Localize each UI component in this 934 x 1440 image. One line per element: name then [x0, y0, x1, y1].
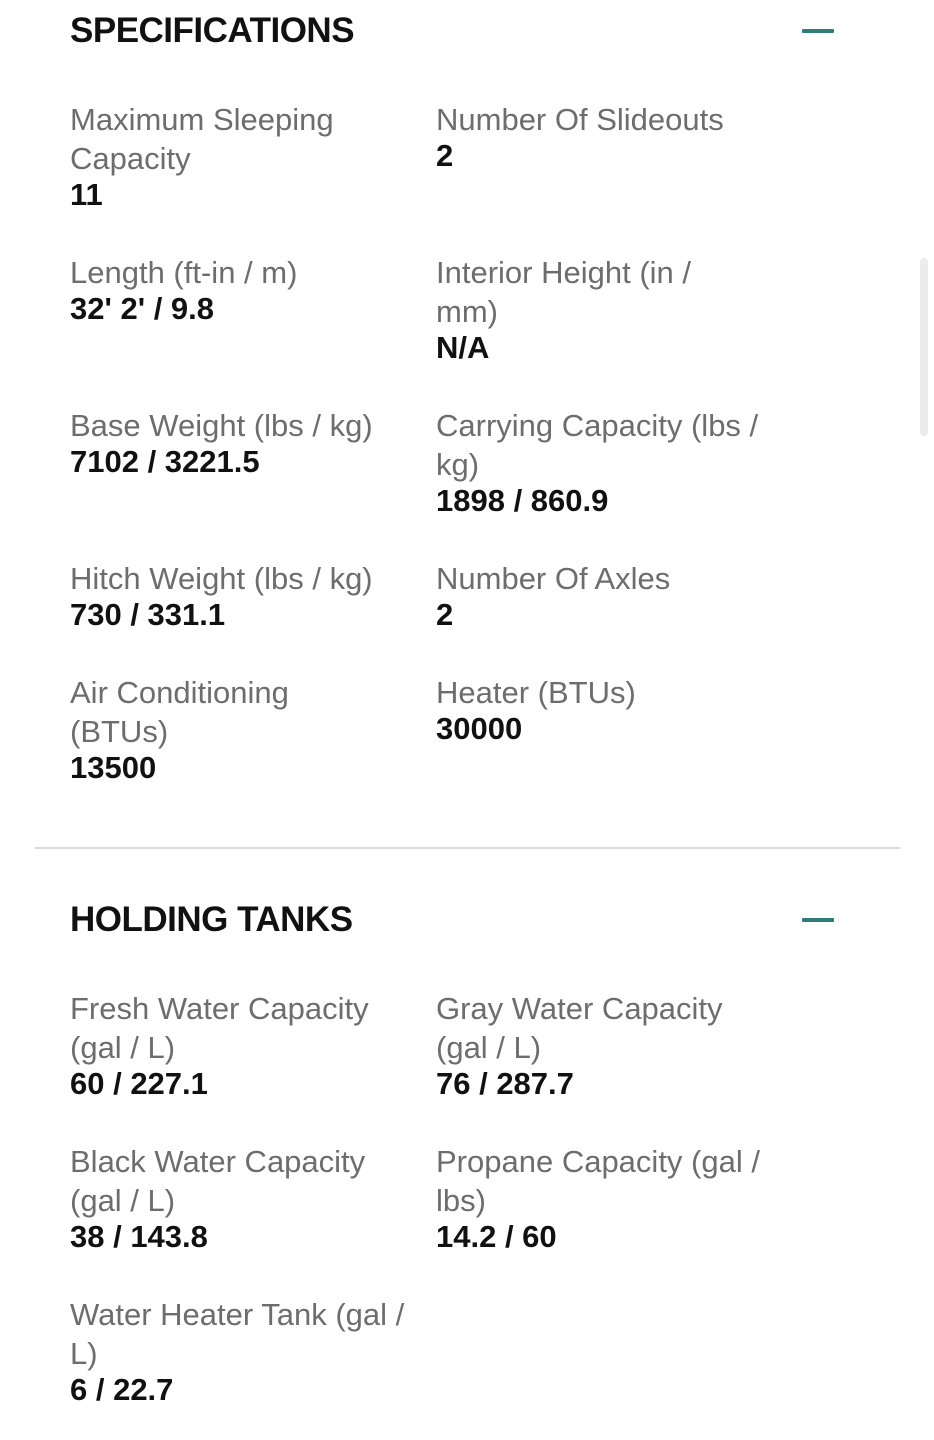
spec-value: 2 — [436, 597, 454, 632]
collapse-specifications-minus-icon[interactable] — [802, 29, 834, 33]
specifications-header[interactable] — [70, 11, 834, 51]
spec-label: Interior Height (in / mm) — [436, 255, 691, 329]
spec-value: 6 / 22.7 — [70, 1372, 174, 1407]
spec-item-air-conditioning — [70, 673, 330, 785]
spec-item-hitch-weight — [70, 559, 410, 632]
spec-value: 60 / 227.1 — [70, 1066, 208, 1101]
spec-value: 1898 / 860.9 — [436, 483, 609, 518]
spec-item-length — [70, 253, 410, 326]
spec-item-base-weight — [70, 406, 410, 479]
spec-label: Length (ft-in / m) — [70, 255, 298, 290]
spec-label: Heater (BTUs) — [436, 675, 636, 710]
spec-item-carrying-capacity — [436, 406, 766, 518]
spec-label: Fresh Water Capacity (gal / L) — [70, 991, 369, 1065]
spec-value: 2 — [436, 138, 454, 173]
spec-item-number-of-axles — [436, 559, 776, 632]
spec-value: 14.2 / 60 — [436, 1219, 557, 1254]
spec-item-number-of-slideouts — [436, 100, 776, 173]
collapse-holding-tanks-minus-icon[interactable] — [802, 918, 834, 922]
spec-item-black-water-capacity — [70, 1142, 410, 1254]
spec-value: 730 / 331.1 — [70, 597, 226, 632]
spec-item-propane-capacity — [436, 1142, 766, 1254]
spec-label: Number Of Axles — [436, 561, 671, 596]
spec-label: Propane Capacity (gal / lbs) — [436, 1144, 760, 1218]
spec-label: Air Conditioning (BTUs) — [70, 675, 289, 749]
spec-value: 11 — [70, 177, 103, 212]
spec-value: N/A — [436, 330, 490, 365]
spec-item-interior-height — [436, 253, 736, 365]
holding-tanks-title: HOLDING TANKS — [70, 900, 353, 939]
spec-label: Base Weight (lbs / kg) — [70, 408, 373, 443]
spec-label: Gray Water Capacity (gal / L) — [436, 991, 723, 1065]
spec-item-heater — [436, 673, 776, 746]
spec-value: 13500 — [70, 750, 157, 785]
spec-value: 38 / 143.8 — [70, 1219, 208, 1254]
spec-value: 76 / 287.7 — [436, 1066, 574, 1101]
spec-label: Number Of Slideouts — [436, 102, 724, 137]
holding-tanks-header[interactable] — [70, 900, 834, 940]
spec-label: Carrying Capacity (lbs / kg) — [436, 408, 759, 482]
section-divider — [35, 847, 900, 849]
spec-item-max-sleeping-capacity — [70, 100, 410, 212]
spec-value: 30000 — [436, 711, 523, 746]
spec-label: Maximum Sleeping Capacity — [70, 102, 334, 176]
spec-label: Black Water Capacity (gal / L) — [70, 1144, 366, 1218]
spec-item-gray-water-capacity — [436, 989, 756, 1101]
spec-value: 7102 / 3221.5 — [70, 444, 260, 479]
spec-label: Water Heater Tank (gal / L) — [70, 1297, 405, 1371]
spec-item-fresh-water-capacity — [70, 989, 410, 1101]
spec-value: 32' 2' / 9.8 — [70, 291, 215, 326]
spec-item-water-heater-tank — [70, 1295, 405, 1407]
specifications-title: SPECIFICATIONS — [70, 11, 355, 50]
scrollbar[interactable] — [920, 258, 928, 436]
spec-label: Hitch Weight (lbs / kg) — [70, 561, 373, 596]
